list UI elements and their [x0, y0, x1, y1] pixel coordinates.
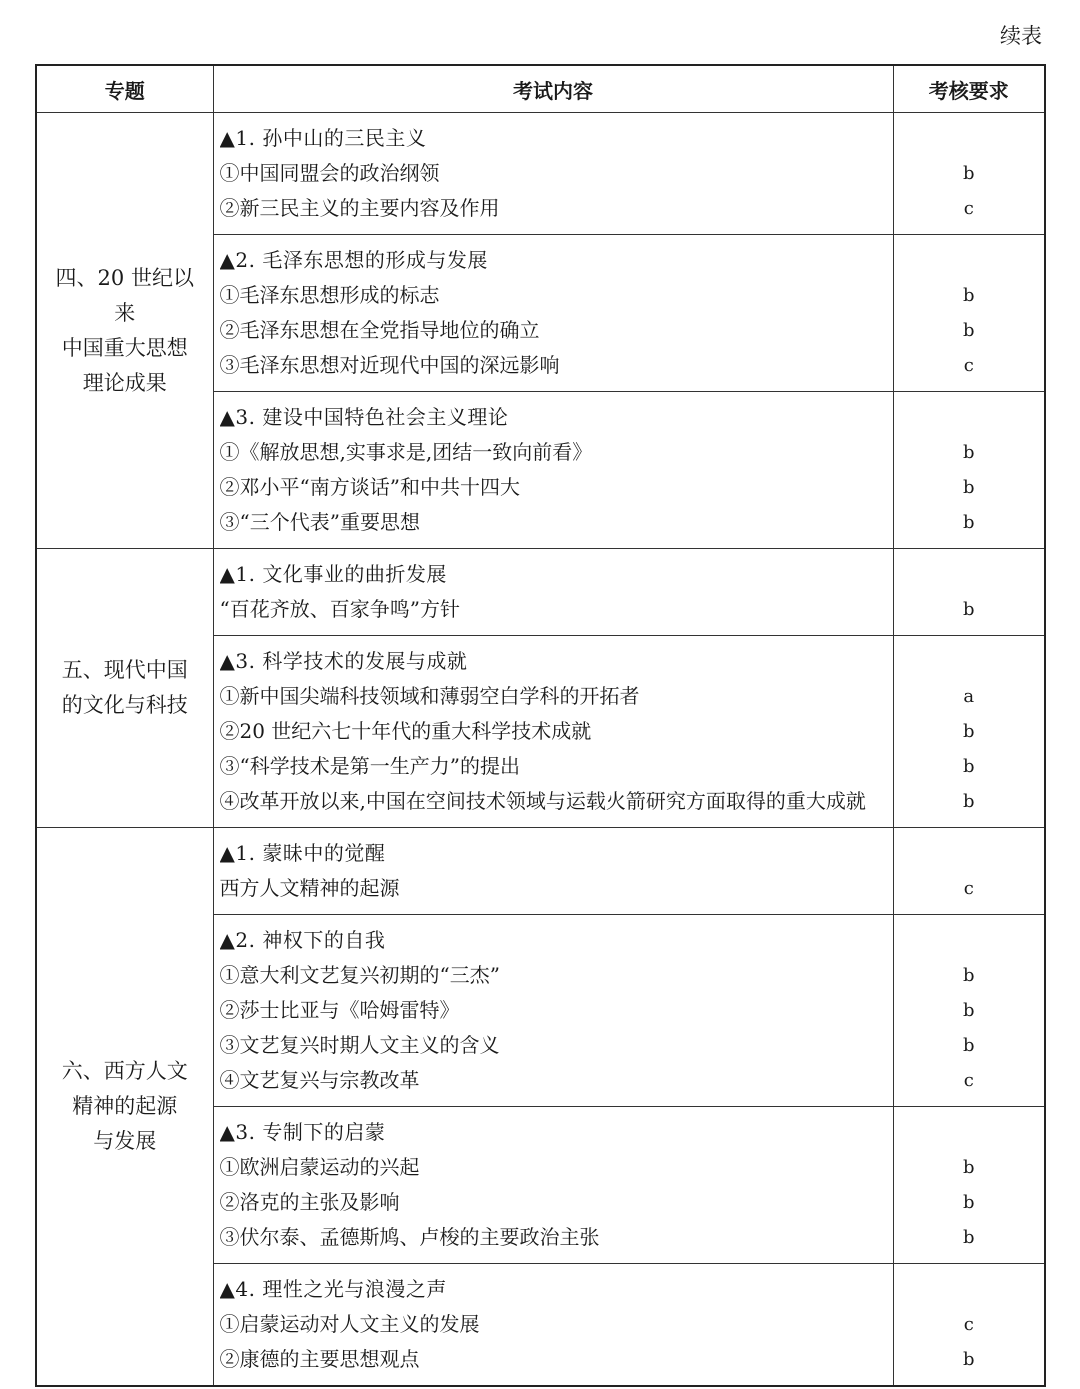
requirement-cell	[893, 828, 1045, 915]
requirement-cell	[893, 113, 1045, 235]
content-item: “百花齐放、百家争鸣”方针	[219, 597, 460, 621]
content-item: ④改革开放以来,中国在空间技术领域与运载火箭研究方面取得的重大成就	[219, 789, 866, 813]
grade-spacer	[894, 557, 1045, 592]
content-cell	[213, 636, 893, 828]
section-heading: ▲4. 理性之光与浪漫之声	[219, 1277, 447, 1301]
content-item: ①意大利文艺复兴初期的“三杰”	[219, 963, 500, 987]
topic-name-line: 精神的起源	[72, 1094, 178, 1118]
grade-spacer	[894, 400, 1045, 435]
content-item: ①新中国尖端科技领域和薄弱空白学科的开拓者	[219, 684, 640, 708]
requirement-grade: c	[963, 355, 974, 376]
requirement-cell	[893, 235, 1045, 392]
requirement-grade: c	[963, 198, 974, 219]
content-item: ③毛泽东思想对近现代中国的深远影响	[219, 353, 560, 377]
requirement-grade: b	[962, 477, 975, 498]
content-item: ④文艺复兴与宗教改革	[219, 1068, 420, 1092]
content-item: 西方人文精神的起源	[219, 876, 400, 900]
requirement-grade: b	[962, 1157, 975, 1178]
content-cell	[213, 915, 893, 1107]
content-cell	[213, 1264, 893, 1387]
requirement-grade: b	[962, 285, 975, 306]
table-row	[36, 828, 1045, 915]
requirement-cell	[893, 636, 1045, 828]
requirement-grade: b	[962, 163, 975, 184]
continued-label: 续表	[1000, 24, 1042, 48]
topic-name-line: 的文化与科技	[61, 693, 188, 717]
section-heading: ▲1. 文化事业的曲折发展	[219, 562, 447, 586]
requirement-grade: b	[962, 721, 975, 742]
header-topic: 专题	[36, 65, 213, 113]
content-item: ①启蒙运动对人文主义的发展	[219, 1312, 480, 1336]
content-item: ①中国同盟会的政治纲领	[219, 161, 440, 185]
requirement-cell	[893, 915, 1045, 1107]
requirement-grade: b	[962, 512, 975, 533]
content-item: ②康德的主要思想观点	[219, 1347, 420, 1371]
grade-spacer	[894, 644, 1045, 679]
grade-spacer	[894, 121, 1045, 156]
section-heading: ▲2. 神权下的自我	[219, 928, 386, 952]
requirement-cell	[893, 1107, 1045, 1264]
requirement-grade: b	[962, 442, 975, 463]
topic-name-line: 中国重大思想	[61, 335, 188, 360]
topic-cell	[36, 828, 213, 1387]
grade-spacer	[894, 243, 1045, 278]
content-item: ③伏尔泰、孟德斯鸠、卢梭的主要政治主张	[219, 1225, 600, 1249]
requirement-cell	[893, 392, 1045, 549]
topic-name-line: 五、现代中国	[61, 658, 188, 682]
content-cell	[213, 392, 893, 549]
content-item: ②新三民主义的主要内容及作用	[219, 196, 500, 220]
grade-spacer	[894, 923, 1045, 958]
content-item: ①毛泽东思想形成的标志	[219, 283, 440, 307]
topic-name-line: 理论成果	[82, 370, 167, 395]
content-item: ③“三个代表”重要思想	[219, 510, 420, 534]
section-heading: ▲3. 建设中国特色社会主义理论	[219, 405, 509, 429]
requirement-cell	[893, 549, 1045, 636]
requirement-grade: b	[962, 1000, 975, 1021]
topic-name-line: 四、20 世纪以来	[55, 265, 194, 325]
exam-requirements-table	[35, 64, 1046, 1387]
content-cell	[213, 113, 893, 235]
requirement-grade: b	[962, 791, 975, 812]
content-cell	[213, 1107, 893, 1264]
section-heading: ▲3. 专制下的启蒙	[219, 1120, 386, 1144]
requirement-grade: a	[963, 686, 975, 707]
topic-name-line: 与发展	[93, 1129, 157, 1153]
content-item: ③文艺复兴时期人文主义的含义	[219, 1033, 500, 1057]
requirement-grade: b	[962, 1349, 975, 1370]
content-cell	[213, 828, 893, 915]
requirement-grade: b	[962, 1227, 975, 1248]
content-item: ③“科学技术是第一生产力”的提出	[219, 754, 520, 778]
grade-spacer	[894, 1115, 1045, 1150]
requirement-grade: c	[963, 1070, 974, 1091]
content-item: ②毛泽东思想在全党指导地位的确立	[219, 318, 540, 342]
content-item: ②洛克的主张及影响	[219, 1190, 400, 1214]
grade-spacer	[894, 836, 1045, 871]
topic-cell	[36, 549, 213, 828]
requirement-cell	[893, 1264, 1045, 1387]
requirement-grade: b	[962, 599, 975, 620]
table-row	[36, 549, 1045, 636]
topic-cell	[36, 113, 213, 549]
section-heading: ▲2. 毛泽东思想的形成与发展	[219, 248, 488, 272]
content-item: ①欧洲启蒙运动的兴起	[219, 1155, 420, 1179]
section-heading: ▲1. 蒙昧中的觉醒	[219, 841, 386, 865]
section-heading: ▲1. 孙中山的三民主义	[219, 126, 427, 150]
header-requirement: 考核要求	[893, 65, 1045, 113]
topic-name-line: 六、西方人文	[61, 1059, 188, 1083]
content-cell	[213, 549, 893, 636]
requirement-grade: b	[962, 320, 975, 341]
requirement-grade: c	[963, 1314, 974, 1335]
requirement-grade: b	[962, 756, 975, 777]
content-item: ②莎士比亚与《哈姆雷特》	[219, 998, 460, 1022]
table-row	[36, 113, 1045, 235]
requirement-grade: c	[963, 878, 974, 899]
requirement-grade: b	[962, 1192, 975, 1213]
content-cell	[213, 235, 893, 392]
section-heading: ▲3. 科学技术的发展与成就	[219, 649, 468, 673]
content-item: ②邓小平“南方谈话”和中共十四大	[219, 475, 520, 499]
content-item: ②20 世纪六七十年代的重大科学技术成就	[219, 719, 592, 743]
content-item: ①《解放思想,实事求是,团结一致向前看》	[219, 440, 593, 464]
requirement-grade: b	[962, 965, 975, 986]
table-header-row	[36, 65, 1045, 113]
requirement-grade: b	[962, 1035, 975, 1056]
header-content: 考试内容	[213, 65, 893, 113]
grade-spacer	[894, 1272, 1045, 1307]
table-body	[36, 113, 1045, 1387]
